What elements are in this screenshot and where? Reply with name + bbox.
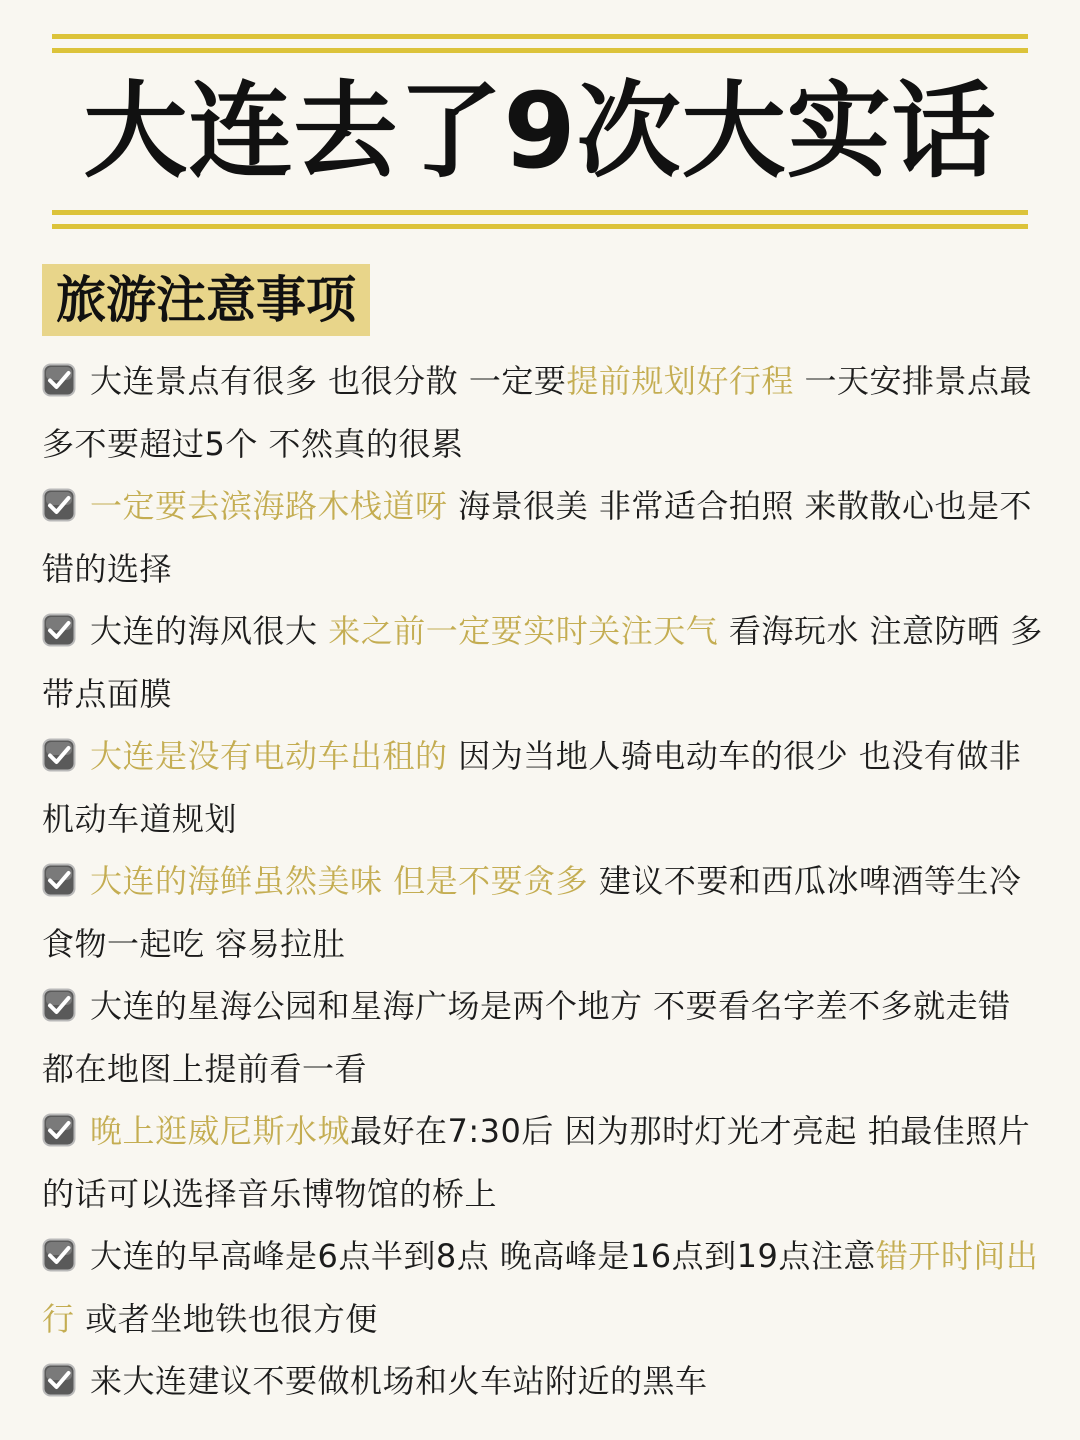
checkbox-checked-icon bbox=[42, 363, 76, 397]
tip-highlight-text: 错开时间出行 bbox=[42, 1237, 1039, 1338]
tip-item bbox=[42, 850, 1052, 975]
tip-item bbox=[42, 975, 1052, 1100]
tip-highlight-text: 大连的海鲜虽然美味 但是不要贪多 bbox=[90, 862, 589, 900]
tip-text: 海景很美 非常适合拍照 来散散心也是不错的选择 bbox=[42, 487, 1033, 588]
tip-item bbox=[42, 1100, 1052, 1225]
tip-text: 因为当地人骑电动车的很少 也没有做非机动车道规划 bbox=[42, 737, 1022, 838]
checkbox-checked-icon bbox=[42, 1113, 76, 1147]
tip-text: 建议不要和西瓜冰啤酒等生冷食物一起吃 容易拉肚 bbox=[42, 862, 1022, 963]
tip-highlight-text: 晚上逛威尼斯水城 bbox=[90, 1112, 351, 1150]
tip-highlight-text: 大连是没有电动车出租的 bbox=[90, 737, 448, 775]
top-divider-line-2 bbox=[52, 48, 1028, 53]
tip-text: 来大连建议不要做机场和火车站附近的黑车 bbox=[90, 1362, 708, 1400]
bottom-divider-line-1 bbox=[52, 210, 1028, 215]
tip-highlight-text: 来之前一定要实时关注天气 bbox=[328, 612, 719, 650]
tip-highlight-text: 提前规划好行程 bbox=[566, 362, 794, 400]
tip-item bbox=[42, 1350, 1052, 1413]
tip-text: 大连的星海公园和星海广场是两个地方 不要看名字差不多就走错 都在地图上提前看一看 bbox=[42, 987, 1011, 1088]
tip-item bbox=[42, 600, 1052, 725]
tip-text: 大连景点有很多 也很分散 一定要 bbox=[90, 362, 567, 400]
tip-text: 大连的海风很大 bbox=[90, 612, 329, 650]
tip-item bbox=[42, 1225, 1052, 1350]
tip-item bbox=[42, 725, 1052, 850]
checkbox-checked-icon bbox=[42, 863, 76, 897]
top-divider-line-1 bbox=[52, 34, 1028, 39]
tip-text: 大连的早高峰是6点半到8点 晚高峰是16点到19点注意 bbox=[90, 1237, 876, 1275]
tip-highlight-text: 一定要去滨海路木栈道呀 bbox=[90, 487, 448, 525]
section-heading: 旅游注意事项 bbox=[42, 264, 370, 336]
bottom-divider-line-2 bbox=[52, 224, 1028, 229]
tip-item bbox=[42, 350, 1052, 475]
tip-text: 一天安排景点最多不要超过5个 不然真的很累 bbox=[42, 362, 1033, 463]
tip-text: 最好在7:30后 因为那时灯光才亮起 拍最佳照片的话可以选择音乐博物馆的桥上 bbox=[42, 1112, 1031, 1213]
tip-text: 或者坐地铁也很方便 bbox=[74, 1299, 378, 1338]
checkbox-checked-icon bbox=[42, 988, 76, 1022]
tip-item bbox=[42, 475, 1052, 600]
tips-list bbox=[42, 350, 1052, 1413]
checkbox-checked-icon bbox=[42, 613, 76, 647]
checkbox-checked-icon bbox=[42, 488, 76, 522]
checkbox-checked-icon bbox=[42, 1363, 76, 1397]
tip-text: 看海玩水 注意防晒 多带点面膜 bbox=[42, 612, 1043, 713]
checkbox-checked-icon bbox=[42, 738, 76, 772]
page-title: 大连去了9次大实话 bbox=[83, 70, 997, 192]
checkbox-checked-icon bbox=[42, 1238, 76, 1272]
